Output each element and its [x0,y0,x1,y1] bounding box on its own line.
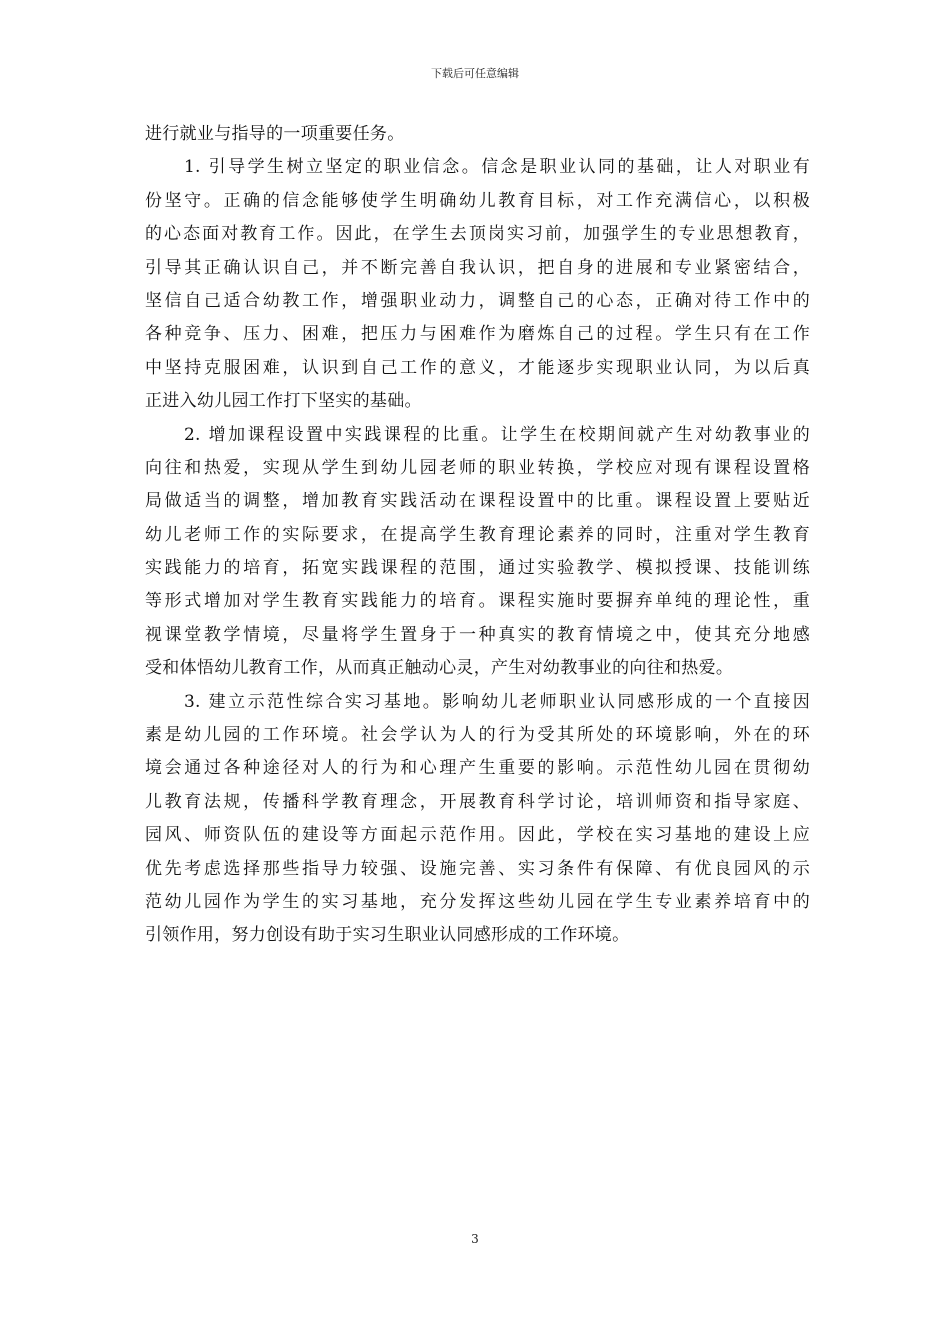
text-line: 3. 建立示范性综合实习基地。影响幼儿老师职业认同感形成的一个直接因 [145,691,810,712]
text-line: 各种竞争、压力、困难，把压力与困难作为磨炼自己的过程。学生只有在工作 [145,324,810,345]
text-line: 园风、师资队伍的建设等方面起示范作用。因此，学校在实习基地的建设上应 [145,825,810,846]
text-line: 正进入幼儿园工作打下坚实的基础。 [145,391,422,412]
paragraph-2 [145,151,810,418]
text-line: 境会通过各种途径对人的行为和心理产生重要的影响。示范性幼儿园在贯彻幼 [145,758,810,779]
text-line: 优先考虑选择那些指导力较强、设施完善、实习条件有保障、有优良园风的示 [145,858,810,879]
paragraph-1 [145,118,810,151]
text-line: 份坚守。正确的信念能够使学生明确幼儿教育目标，对工作充满信心，以积极 [145,190,810,211]
text-line: 受和体悟幼儿教育工作，从而真正触动心灵，产生对幼教事业的向往和热爱。 [145,658,734,679]
text-line: 素是幼儿园的工作环境。社会学认为人的行为受其所处的环境影响，外在的环 [145,725,810,746]
text-line: 等形式增加对学生教育实践能力的培育。课程实施时要摒弃单纯的理论性，重 [145,591,810,612]
text-line: 1. 引导学生树立坚定的职业信念。信念是职业认同的基础，让人对职业有 [145,157,810,178]
text-line: 幼儿老师工作的实际要求，在提高学生教育理论素养的同时，注重对学生教育 [145,524,810,545]
text-line: 引领作用，努力创设有助于实习生职业认同感形成的工作环境。 [145,925,630,946]
text-line: 向往和热爱，实现从学生到幼儿园老师的职业转换，学校应对现有课程设置格 [145,457,810,478]
text-line: 视课堂教学情境，尽量将学生置身于一种真实的教育情境之中，使其充分地感 [145,624,810,645]
text-line: 的心态面对教育工作。因此，在学生去顶岗实习前，加强学生的专业思想教育， [145,224,810,245]
text-line: 引导其正确认识自己，并不断完善自我认识，把自身的进展和专业紧密结合， [145,257,810,278]
text-line: 范幼儿园作为学生的实习基地，充分发挥这些幼儿园在学生专业素养培育中的 [145,891,810,912]
text-line: 坚信自己适合幼教工作，增强职业动力，调整自己的心态，正确对待工作中的 [145,290,810,311]
text-line: 2. 增加课程设置中实践课程的比重。让学生在校期间就产生对幼教事业的 [145,424,810,445]
paragraph-4 [145,686,810,953]
text-line: 实践能力的培育，拓宽实践课程的范围，通过实验教学、模拟授课、技能训练 [145,558,810,579]
text-line: 儿教育法规，传播科学教育理念，开展教育科学讨论，培训师资和指导家庭、 [145,791,810,812]
text-line: 局做适当的调整，增加教育实践活动在课程设置中的比重。课程设置上要贴近 [145,491,810,512]
text-line: 进行就业与指导的一项重要任务。 [145,124,405,144]
text-line: 中坚持克服困难，认识到自己工作的意义，才能逐步实现职业认同，为以后真 [145,357,810,378]
page-header: 下载后可任意编辑 [431,67,519,80]
document-body [145,118,810,953]
page-number: 3 [471,1232,479,1246]
paragraph-3 [145,419,810,686]
